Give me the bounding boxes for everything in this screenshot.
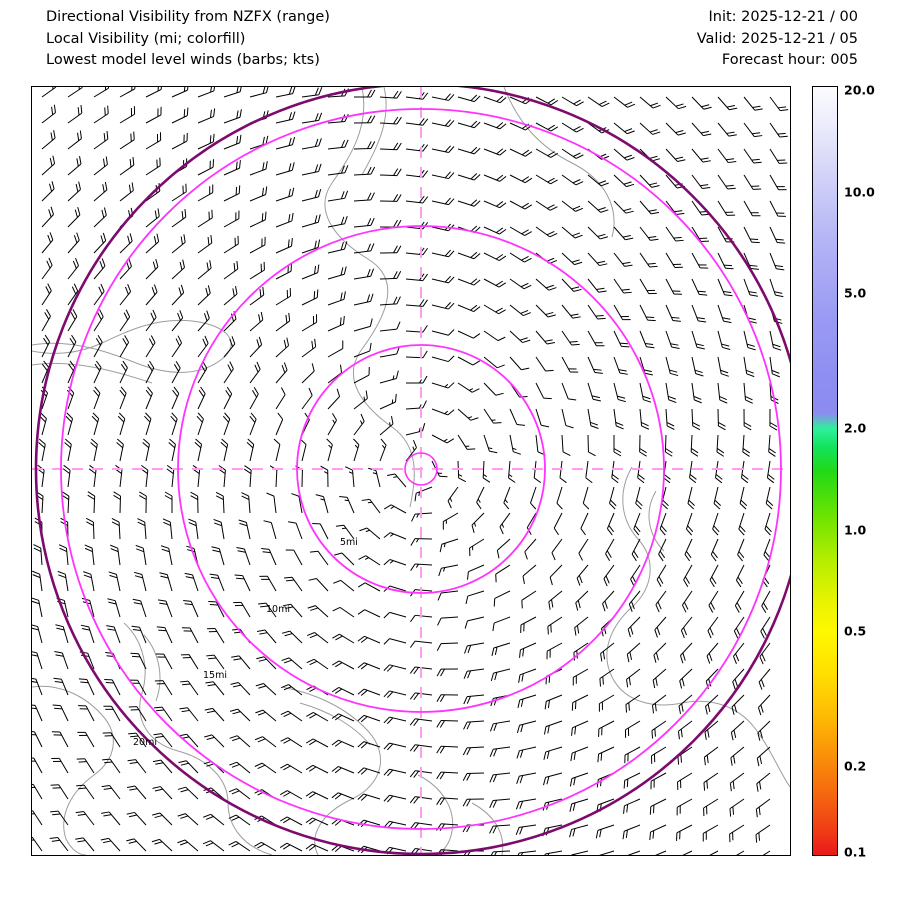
- colorbar-tick-02: 0.2: [844, 758, 867, 774]
- ring-label-20mi: 20mi: [133, 737, 157, 748]
- colorbar-tick-10: 10.0: [844, 184, 875, 200]
- map-plot-area[interactable]: [31, 86, 791, 856]
- colorbar-tick-01: 0.1: [844, 844, 867, 860]
- title-line-1: Directional Visibility from NZFX (range): [46, 9, 330, 25]
- colorbar-tick-20: 20.0: [844, 82, 875, 98]
- forecast-hour-label: Forecast hour: 005: [721, 52, 858, 68]
- colorbar[interactable]: [812, 82, 875, 860]
- header-right-metadata: [697, 7, 858, 72]
- valid-time-label: Valid: 2025-12-21 / 05: [696, 30, 858, 47]
- colorbar-tick-5: 5.0: [844, 285, 867, 301]
- colorbar-tick-2: 2.0: [844, 420, 867, 436]
- title-line-2: Local Visibility (mi; colorfill): [46, 30, 246, 47]
- colorbar-tick-05: 0.5: [844, 623, 867, 639]
- figure-header: [0, 0, 900, 80]
- header-left-titles: [46, 7, 330, 72]
- title-line-3: Lowest model level winds (barbs; kts): [46, 52, 320, 68]
- colorbar-tick-1: 1.0: [844, 522, 867, 538]
- ring-label-10mi: 10mi: [266, 604, 290, 615]
- ring-label-5mi: 5mi: [340, 537, 358, 548]
- init-time-label: Init: 2025-12-21 / 00: [708, 9, 858, 25]
- ring-label-15mi: 15mi: [203, 670, 227, 681]
- colorbar-gradient: [812, 86, 838, 856]
